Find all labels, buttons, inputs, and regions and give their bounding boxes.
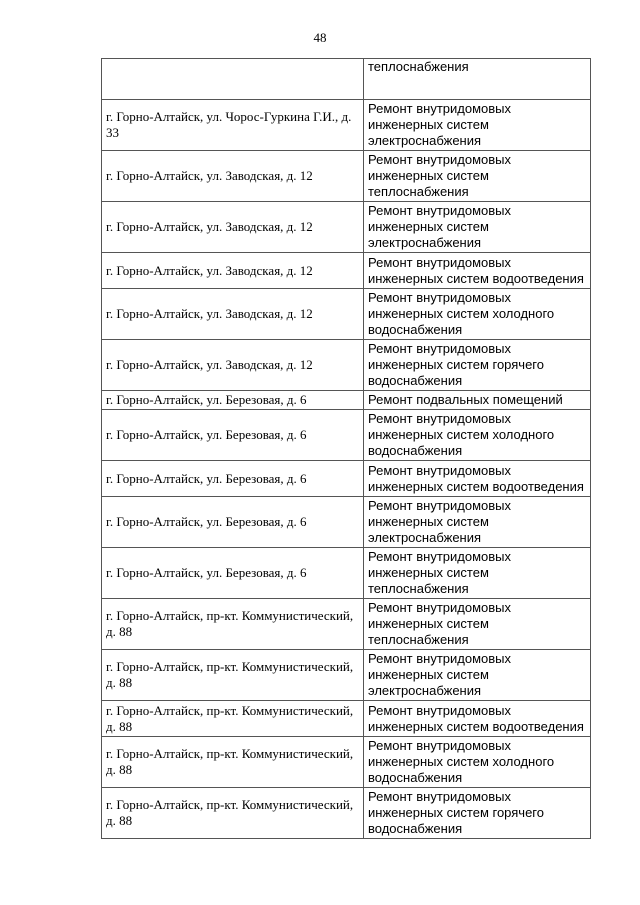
work-type-cell: Ремонт внутридомовых инженерных систем теплоснабжения (364, 151, 591, 202)
table-row (102, 340, 591, 391)
work-type-cell: Ремонт внутридомовых инженерных систем электроснабжения (364, 650, 591, 701)
address-cell: г. Горно-Алтайск, ул. Березовая, д. 6 (102, 391, 364, 410)
work-type-cell: Ремонт внутридомовых инженерных систем электроснабжения (364, 202, 591, 253)
address-cell: г. Горно-Алтайск, ул. Березовая, д. 6 (102, 548, 364, 599)
table-row (102, 461, 591, 497)
table-row (102, 289, 591, 340)
table-row (102, 391, 591, 410)
work-type-cell: Ремонт подвальных помещений (364, 391, 591, 410)
work-type-cell: Ремонт внутридомовых инженерных систем холодного водоснабжения (364, 737, 591, 788)
address-cell: г. Горно-Алтайск, пр-кт. Коммунистический, д. 88 (102, 737, 364, 788)
address-cell: г. Горно-Алтайск, ул. Заводская, д. 12 (102, 289, 364, 340)
table-row (102, 253, 591, 289)
address-cell: г. Горно-Алтайск, ул. Заводская, д. 12 (102, 340, 364, 391)
table-row (102, 202, 591, 253)
table-row (102, 59, 591, 100)
work-type-cell: Ремонт внутридомовых инженерных систем теплоснабжения (364, 599, 591, 650)
work-type-cell: Ремонт внутридомовых инженерных систем теплоснабжения (364, 548, 591, 599)
address-cell: г. Горно-Алтайск, пр-кт. Коммунистический, д. 88 (102, 788, 364, 839)
work-type-cell: теплоснабжения (364, 59, 591, 100)
work-type-cell: Ремонт внутридомовых инженерных систем водоотведения (364, 253, 591, 289)
table-row (102, 788, 591, 839)
table-row (102, 410, 591, 461)
work-type-cell: Ремонт внутридомовых инженерных систем холодного водоснабжения (364, 410, 591, 461)
address-cell: г. Горно-Алтайск, ул. Березовая, д. 6 (102, 497, 364, 548)
table-row (102, 701, 591, 737)
table-row (102, 497, 591, 548)
work-type-cell: Ремонт внутридомовых инженерных систем холодного водоснабжения (364, 289, 591, 340)
address-cell: г. Горно-Алтайск, ул. Заводская, д. 12 (102, 202, 364, 253)
work-type-cell: Ремонт внутридомовых инженерных систем водоотведения (364, 701, 591, 737)
address-cell: г. Горно-Алтайск, пр-кт. Коммунистический, д. 88 (102, 599, 364, 650)
work-type-cell: Ремонт внутридомовых инженерных систем горячего водоснабжения (364, 340, 591, 391)
address-cell: г. Горно-Алтайск, ул. Заводская, д. 12 (102, 253, 364, 289)
table-row (102, 548, 591, 599)
work-type-cell: Ремонт внутридомовых инженерных систем водоотведения (364, 461, 591, 497)
page-number: 48 (313, 30, 327, 45)
address-cell (102, 59, 364, 100)
work-type-cell: Ремонт внутридомовых инженерных систем горячего водоснабжения (364, 788, 591, 839)
table-row (102, 599, 591, 650)
work-type-cell: Ремонт внутридомовых инженерных систем электроснабжения (364, 100, 591, 151)
address-cell: г. Горно-Алтайск, ул. Березовая, д. 6 (102, 410, 364, 461)
table-body (102, 59, 591, 839)
table-row (102, 151, 591, 202)
table-row (102, 737, 591, 788)
repair-works-table (101, 58, 591, 839)
address-cell: г. Горно-Алтайск, пр-кт. Коммунистический, д. 88 (102, 701, 364, 737)
address-cell: г. Горно-Алтайск, ул. Березовая, д. 6 (102, 461, 364, 497)
address-cell: г. Горно-Алтайск, ул. Чорос-Гуркина Г.И., д. 33 (102, 100, 364, 151)
table-row (102, 100, 591, 151)
address-cell: г. Горно-Алтайск, пр-кт. Коммунистический, д. 88 (102, 650, 364, 701)
address-cell: г. Горно-Алтайск, ул. Заводская, д. 12 (102, 151, 364, 202)
table-row (102, 650, 591, 701)
work-type-cell: Ремонт внутридомовых инженерных систем электроснабжения (364, 497, 591, 548)
